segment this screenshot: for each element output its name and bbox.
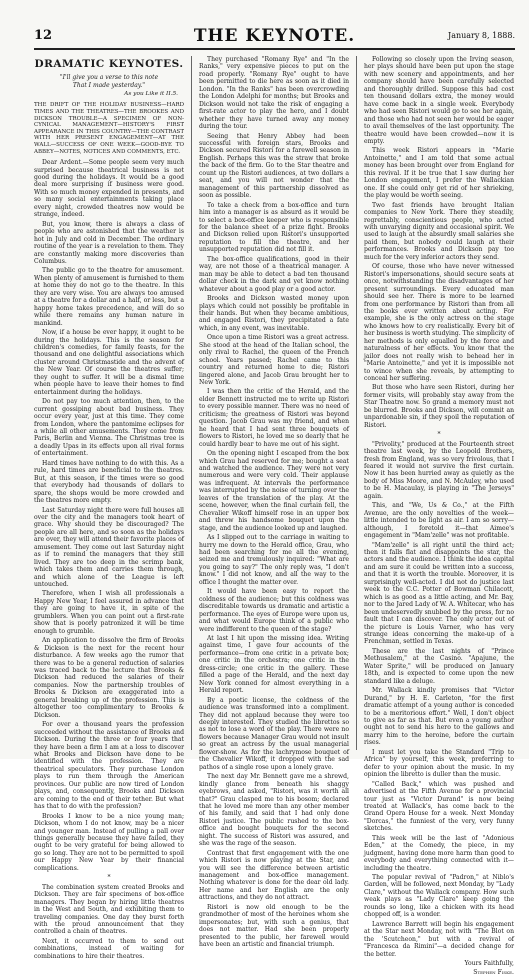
author-signature: Stephen Fiske. (473, 969, 514, 977)
paragraph: On the opening night I escaped from the box which Grau had reserved for me; bought a seat and watched the audience. They were not very numerous and were very cold. Their applause was infrequent. At intervals the performance was interrupted by the noise of turning over the leaves of the translation of the play. At the scene, however, when the final curtain fell, the Chevalier Wikoff himself rose in an upper box and threw his handsome bouquet upon the stage, and the audience looked up and laughed. (199, 450, 349, 532)
column-divider (356, 56, 357, 750)
column-3 (364, 56, 514, 977)
paragraph: This week will be the last of "Adonious Eden," at the Comedy, the piece, in my judgment, having done more harm than good to everybody and everything connected with it—including the theatre. (364, 834, 514, 872)
epigraph-line: That I made yesterday." (72, 82, 146, 90)
paragraph: "Called Back," which was pushed and advertised at the Fifth Avenue for a provincial tour just as "Victor Durand" is now being treated at Wallack's, has come back to the Grand Opera House for a week. Next Monday "Dorcas," the funniest of the very, very funny sketches. (364, 780, 514, 833)
column-divider (191, 56, 192, 750)
paragraph: "Privolity," produced at the Fourteenth street theatre last week, by the Leopold Brothers, fresh from England, was so very frivolous, that I feared it would not survive the first curtain. Now it has been hurried away as quietly as the body of Miss Moore, and N. McAuley, who used to be H. Macaulay, is playing in "The Jerseys" again. (364, 440, 514, 500)
issue-date: January 8, 1888. (447, 31, 515, 40)
paragraph: Seeing that Henry Abbey had been successful with foreign stars, Brooks and Dickson secured Ristori for a farewell season in English. Perhaps this was the straw that broke the back of the firm. Go to the Star theatre and count up the Ristori audiences, at two dollars a seat, and you will not wonder that the management of this partnership dissolved as soon as possible. (199, 132, 349, 200)
paragraph: Following so closely upon the Irving season, her plays should have been put upon the stage with new scenery and appointments, and her company should have been carefully selected and thoroughly drilled. Suppose this had cost ten thousand dollars extra, the money would have come back in a single week. Everybody who had seen Ristori would go to see her again, and those who had not seen her would be eager to avail themselves of the last opportunity. The theatre would have been crowded—now it is empty. (364, 56, 514, 145)
paragraph: Do not pay too much attention, then, to the current gossiping about bad business. They occur every year, just at this time. They come from London, where the pantomime eclipses for a while all other amusements. They come from Paris, Berlin and Vienna. The Christmas tree is a deadly Upas in its effects upon all rival forms of entertainment. (34, 398, 184, 458)
paragraph: Therefore, when I wish all professionals a Happy New Year, I feel assured in advance that they are going to have it, in spite of the grumblers. When you can point out a first-rate show that is poorly patronized it will be time enough to grumble. (34, 590, 184, 635)
paragraph: At last I hit upon the missing idea. Writing against time, I gave four accounts of the performance—from one critic in a private box; one critic in the orchestra; one critic in the dress-circle; one critic in the gallery. These filled a page of the Herald, and the next day New York conned for almost everything in a Herald report. (199, 634, 349, 695)
paragraph: Now, if a house be ever happy, it ought to be during the holidays. This is the season for children's comedies, for family feasts, for the thousand and one delightful associations which cluster around Christmastide and the advent of the New Year. Of course the theatres suffer; they ought to suffer. It will be a dismal time when people have to leave their homes to find entertainment during the holidays. (34, 329, 184, 396)
paragraph: As I slipped out to the carriage in waiting to hurry me down to the Herald office, Grau, who had been searching for me all the evening, seized me and tremulously inquired: "What are you going to say?" The only reply was, "I don't know." I did not know, and all the way to the office I thought the matter over. (199, 534, 349, 586)
column-2 (199, 56, 349, 949)
epigraph-line: "I'll give you a verse to this note (59, 74, 159, 81)
paragraph: Two fast friends have brought Italian companies to New York. There they steadily, regrettably, conscientious people, who acted with unvarying dignity and occasional spirit. We used to laugh at the absurdly small salaries she paid them, but nobody could laugh at their performances. Brooks and Dickson pay too much for the very inferior actors they send. (364, 201, 514, 261)
paragraph: I was then the critic of the Herald, and the elder Bennett instructed me to write up Ristori to every possible manner. There was no need of criticism; the greatness of Ristori was beyond question. Jacob Grau was my friend, and when he heard that I had sent three bouquets of flowers to Ristori, he loved me so dearly that he could hardly bear to have me out of his sight. (199, 388, 349, 448)
paragraph: The combination system created Brooks and Dickson. They are fair specimens of box-office managers. They began by hiring little theatres in the West and South, and exhibiting them to traveling companies. One day they burst forth with the proud announcement that they controlled a chain of theatres. (34, 883, 184, 936)
paragraph: To take a check from a box-office and turn him into a manager is as absurd as it would be to select a box-office keeper who is responsible for the balance sheet of a prize fight. Brooks and Dickson relied upon Ristori's unsupported reputation to fill the theatre, and her unsupported reputation did not fill it. (199, 201, 349, 254)
paragraph: For over a thousand years the profession succeeded without the assistance of Brooks and Dickson. During the three or four years that they have been a firm I am at a loss to discover what Brooks and Dickson have done to be identified with the profession. They are theatrical speculators. They purchase London plays to run them through the American provinces. Our public are now tired of London plays, and, consequently, Brooks and Dickson are coming to the end of their tether. But what has that to do with the profession? (34, 721, 184, 811)
paragraph: Lawrence Barrett will begin his engagement at the Star next Monday, not with "The Blot on the 'Scutcheon," but with a revival of "Francesca da Rimini"—a decided change for the better. (364, 920, 514, 958)
column-1 (34, 56, 184, 960)
paragraph: Brooks and Dickson wasted money upon plays which could not possibly be profitable in their hands. But when they became ambitious, and engaged Ristori, they precipitated a fate which, in any event, was inevitable. (199, 295, 349, 332)
paragraph: Next, it occurred to them to send out combinations, instead of waiting for combinations to hire their theatres. (34, 937, 184, 960)
paragraph: These are the last nights of "Prince Methusalem," at the Casino. "Apajune, the Water Sprite," will be produced on January 18th, and is expected to come upon the new standard like a deluge. (364, 647, 514, 685)
paragraph: The next day Mr. Bennett gave me a shrewd, kindly glance from beneath his shaggy eyebrows, and asked, "Ristori, was it worth all that?" Grau clasped me to his bosom; declared that he loved me more than any other member of his family, and said that I had only done Ristori justice. The public rushed to the box-office and bought bouquets for the second night. The success of Ristori was assured, and she was the rage of the season. (199, 773, 349, 848)
article-heading: DRAMATIC KEYNOTES. (34, 58, 184, 70)
paragraph: This week Ristori appears in "Marie Antoinette," and I am told that some actual money has been brought over from England for this revival. If it be true that I saw during her London engagement, I prefer the Wallackian one. If she could only get rid of her shrieking, the play would be worth seeing. (364, 147, 514, 200)
paragraph: The public go to the theatre for amusement. When plenty of amusement is furnished to them at home they do not go to the theatre. In this they are very wise. You are always too amused at a theatre for a dollar and a half, or less, but a happy home takes precedence, and will do so while there remains any human nature in mankind. (34, 267, 184, 327)
paragraph: Mr. Wallack kindly promises that "Victor Durand," by H. E. Carleton, "for the first dramatic attempt of a young author is conceded to be a meritorious effort." Well, I don't object to give as far as that. But even a young author ought not to send his hero to the gallows and marry him to the heroine, before the curtain rises. (364, 687, 514, 747)
paragraph: Ristori is now old enough to be the grandmother of most of the heroines whom she impersonates; but, with such a genius, that does not matter. Had she been properly presented to the public, her farewell would have been an artistic and financial triumph. (199, 903, 349, 949)
article-synopsis: THE DRIFT OF THE HOLIDAY BUSINESS—HARD TIMES AND THE THEATRES—THE BROOKES AND DICKSON TROUBLE—A SPECIMEN OF NON-CYNICAL MANAGEMENT—HISTORY'S FIRST APPEARANCE IN THIS COUNTRY—THE CONTRAST WITH HER PRESENT ENGAGEMENT—AT THE WALL—SUCCESS OF ONE WEEK—GOOD-BYE TO ABBEY—NOTES, NOTICES AND COMMENTS, ETC. (34, 102, 184, 155)
paragraph: But those who have seen Ristori, during her former visits, will probably stay away from the Star Theatre now. So grand a memory must not be blurred. Brooks and Dickson, will commit an unpardonable sin, if they spoil the reputation of Ristori. (364, 384, 514, 429)
paragraph: Dear Ardent.—Some people seem very much surprised because theatrical business is not good during the holidays. It would be a good deal more surprising if business were good. With so much money expended in presents, and so many social entertainments taking place every night, crowded theatres now would be strange, indeed. (34, 159, 184, 219)
paragraph: Once upon a time Ristori was a great actress. She stood at the head of the Italian school, the only rival to Rachel, the queen of the French school. Years passed; Rachel came to this country and returned home to die; Ristori lingered alone, and Jacob Grau brought her to New York. (199, 334, 349, 387)
paragraph: Brooks I know to be a nice young man; Dickson, whom I do not know, may be a nicer and younger man. Instead of pulling a pall over things generally because they have failed, they ought to be very grateful for being allowed to go so long. They are not to be permitted to spoil our Happy New Year by their financial complications. (34, 812, 184, 872)
paragraph: But, you know, there is always a class of people who are astonished that the weather is hot in July and cold in December. The ordinary routine of the year is a revelation to them. They are constantly making more discoveries than Columbus. (34, 220, 184, 265)
paragraph: I must let you take the Standard "Trip to Africa" by yourself, this week, preferring to defer to your opinion about the music. In my opinion the libretto is duller than the music. (364, 748, 514, 779)
page-number: 12 (34, 28, 53, 43)
paragraph: It would have been easy to report the coldness of the audience; but this coldness was discreditable towards us dramatic and artistic a performance. The eyes of Europe were upon us, and what would Europe think of a public who were indifferent to the queen of the stage? (199, 588, 349, 633)
paragraph: The popular revival of "Padron," at Niblo's Garden, will be followed, next Monday, by "Lady Clare," without the Wallack company. How such weak plays as "Lady Clare" keep going the rounds so long, like a chicken with its head chopped off, is a wonder. (364, 874, 514, 919)
newspaper-title: THE KEYNOTE. (193, 26, 356, 46)
article-columns (34, 56, 515, 977)
masthead (34, 26, 515, 50)
paragraph: Hard times have nothing to do with this. As a rule, hard times are beneficial to the theatres. But, at this season, if the times were so good that everybody had thousands of dollars to spare, the shops would be more crowded and the theatres more empty. (34, 459, 184, 505)
paragraph: The box-office qualifications, good in their way, are not those of a theatrical manager. A man may be able to detect a bad ten thousand dollar check in the dark and yet know nothing whatever about a good play or a good actor. (199, 255, 349, 293)
paragraph: Contrast that first engagement with the one which Ristori is now playing at the Star, and you will see the difference between artistic management and box-office management. Nothing whatever is done for the dear old lady. Her name and her English are the only attractions, and they do not attract. (199, 849, 349, 902)
paragraph: They purchased "Romany Rye" and "In the Ranks," very expensive pieces to put on the road properly. "Romany Rye" ought to have been permitted to die here as soon as it died in London. "In the Ranks" has been overcrowding the London Adelphi for months; but Brooks and Dickson would not take the risk of engaging a first-rate actor to play the hero, and I doubt whether they have turned away any money during the tour. (199, 56, 349, 131)
paragraph: An application to dissolve the firm of Brooks & Dickson is the next for the recent hour disturbance. A few weeks ago the rumor that there was to be a general reduction of salaries was traced back to the lecture that Brooks & Dickson had reduced the salaries of their companies. Now the partnership troubles of Brooks & Dickson are exaggerated into a general breaking up of the profession. This is altogether too complimentary to Brooks & Dickson. (34, 637, 184, 719)
section-asterisk: * (107, 874, 111, 882)
epigraph-attribution: As you Like it II.5. (124, 90, 178, 97)
paragraph: This, and "We, Us & Co.," at the Fifth Avenue, are the only novelties of the week—little intended to be light as air. I am so sorry—although, I foretold it—that Aimee's engagement in "Mam'zelle" was not profitable. (364, 502, 514, 540)
paragraph: By a poetic license, the coldness of the audience was transformed into a compliment. They did not applaud because they were too deeply interested. They studied the librettos so as not to lose a word of the play. There were no flowers because Manager Grau would not insult so great an actress by the usual managerial flower-show. As for the lachrymose bouquet of the Chevalier Wikoff, it dropped with the sad pathos of a single rose upon a lonely grave. (199, 696, 349, 771)
closing-line: Yours Faithfully, (464, 960, 514, 968)
section-asterisk: * (437, 431, 441, 439)
paragraph: Of course, those who have never witnessed Ristori's impersonations, should secure seats at once, notwithstanding the disadvantages of her present surroundings. Every educated man should see her. There is more to be learned from one performance by Ristori than from all the books ever written about acting. For example, she is the only actress on the stage who knows how to cry realistically. Every bit of her business is worth studying. The simplicity of her methods is only equalled by the force and naturalness of her effects. You know that the jailor does not really wish to behead her in "Marie Antoinette," and yet it is impossible not to wince when she reveals, by attempting to conceal her suffering. (364, 263, 514, 383)
paragraph: "Mam'zelle" is all right until the third act; then it falls flat and disappoints the star, the actors and the audience. I think the idea capital and am sure it could be written into a success, and that it is worth the trouble. Moreover, it is surprisingly well-acted. I did not do justice last week to the C.C. Potter of Bowman Chilacott, which is as good as a little acting, and Mr. Bay, nor to the Jared Lady of W. A. Whitecar, who has been undeservedly snubbed by the press, for no fault that I can discover. The only actor out of the picture is Louis Varner, who has very strange ideas concerning the make-up of a Frenchman, settled in Texas. (364, 541, 514, 646)
paragraph: Last Saturday night there were full houses all over the city and the managers took heart of grace. Why should they be discouraged? The people are all here, and so soon as the holidays are over, they will attend their favorite places of amusement. They come out last Saturday night as if to remind the managers that they still lived. They are too deep in the scrimp bank, which takes them and carries them through, and which alone of the League is left untouched. (34, 506, 184, 589)
